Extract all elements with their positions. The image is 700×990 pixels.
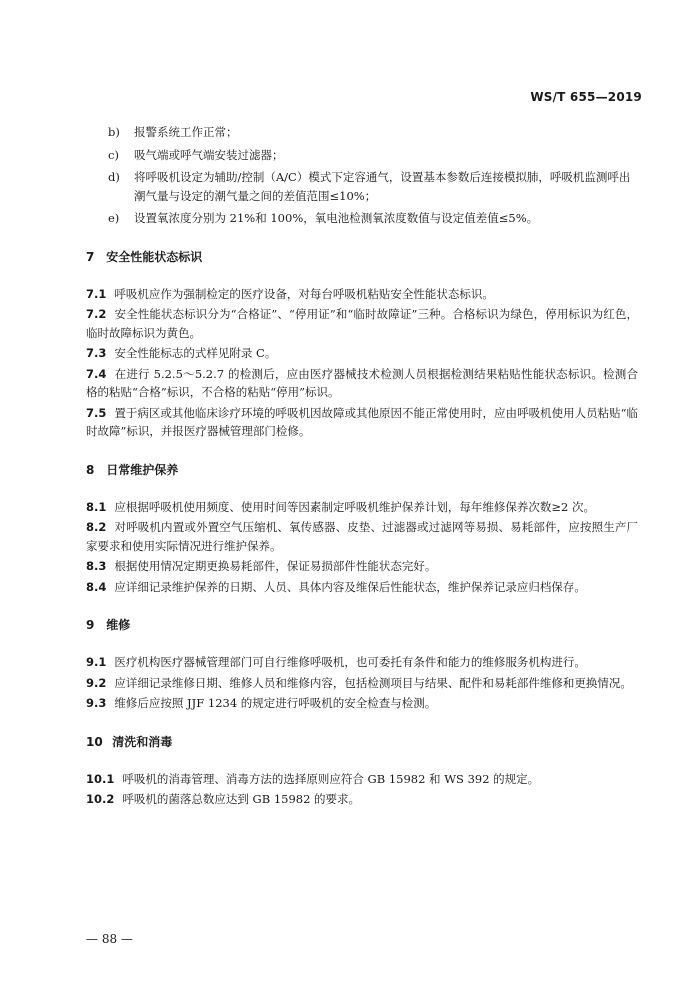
list-text: 报警系统工作正常； xyxy=(134,125,238,139)
clause-number: 7.2 xyxy=(86,307,107,321)
list-item xyxy=(86,146,638,165)
clause-text: 对呼吸机内置或外置空气压缩机、氧传感器、皮垫、过滤器或过滤网等易损、易耗部件，应按照生产厂家要求和使用实际情况进行维护保养。 xyxy=(86,520,638,553)
clause xyxy=(86,770,638,789)
list-marker: b) xyxy=(108,125,120,139)
clause-text: 医疗机构医疗器械管理部门可自行维修呼吸机，也可委托有条件和能力的维修服务机构进行。 xyxy=(114,655,586,669)
clause-number: 9.1 xyxy=(86,655,107,669)
section-10 xyxy=(86,733,638,809)
clause xyxy=(86,344,638,363)
clause-text: 安全性能标志的式样见附录 C。 xyxy=(114,346,277,360)
clause-text: 维修后应按照 JJF 1234 的规定进行呼吸机的安全检查与检测。 xyxy=(114,696,437,710)
clause xyxy=(86,365,638,402)
section-title: 清洗和消毒 xyxy=(112,734,173,749)
clause-text: 呼吸机应作为强制检定的医疗设备，对每台呼吸机粘贴安全性能状态标识。 xyxy=(114,286,494,301)
clause-text: 在进行 5.2.5～5.2.7 的检测后，应由医疗器械技术检测人员根据检测结果粘贴性能状态标识。检测合格的粘贴“合格”标识，不合格的粘贴“停用”标识。 xyxy=(86,366,638,399)
clause-number: 7.4 xyxy=(86,366,107,381)
clause-number: 8.1 xyxy=(86,499,107,514)
clause xyxy=(86,790,638,809)
section-title: 维修 xyxy=(106,618,131,632)
list-marker: e) xyxy=(108,211,120,225)
clause-number: 9.3 xyxy=(86,696,107,710)
list-text: 吸气端或呼气端安装过滤器； xyxy=(134,147,284,162)
list-item xyxy=(86,168,638,205)
clause-text: 应详细记录维护保养的日期、人员、具体内容及维保后性能状态，维护保养记录应归档保存。 xyxy=(114,579,586,594)
clause-text: 置于病区或其他临床诊疗环境的呼吸机因故障或其他原因不能正常使用时，应由呼吸机使用人员粘贴“临时故障”标识，并报医疗器械管理部门检修。 xyxy=(86,405,638,438)
section-8 xyxy=(86,461,638,597)
section-title: 安全性能状态标识 xyxy=(106,249,203,264)
list-text: 设置氧浓度分别为 21%和 100%，氧电池检测氧浓度数值与设定值差值≤5%。 xyxy=(134,211,539,225)
list-marker: c) xyxy=(108,147,119,162)
clause-text: 应详细记录维修日期、维修人员和维修内容，包括检测项目与结果、配件和易耗部件维修和更换情况。 xyxy=(114,675,632,690)
clause xyxy=(86,518,638,555)
section-number: 8 xyxy=(86,462,95,477)
section-heading xyxy=(86,733,638,750)
clause-number: 8.2 xyxy=(86,520,107,534)
clause xyxy=(86,404,638,441)
list-item xyxy=(86,209,638,228)
clause-number: 7.1 xyxy=(86,286,107,301)
clause-text: 呼吸机的消毒管理、消毒方法的选择原则应符合 GB 15982 和 WS 392 的规定。 xyxy=(122,771,540,786)
section-heading xyxy=(86,616,638,633)
standard-code: WS/T 655—2019 xyxy=(530,90,642,104)
section-number: 9 xyxy=(86,618,95,632)
section-heading xyxy=(86,461,638,478)
clause-text: 呼吸机的菌落总数应达到 GB 15982 的要求。 xyxy=(122,792,361,806)
clause xyxy=(86,557,638,576)
requirement-list xyxy=(86,123,638,228)
clause-number: 9.2 xyxy=(86,675,107,690)
section-number: 10 xyxy=(86,734,103,749)
list-text: 将呼吸机设定为辅助/控制（A/C）模式下定容通气，设置基本参数后连接模拟肺，呼吸机监测呼出潮气量与设定的潮气量之间的差值范围≤10%； xyxy=(134,170,631,203)
clause-number: 8.3 xyxy=(86,559,107,573)
clause-text: 根据使用情况定期更换易耗部件，保证易损部件性能状态完好。 xyxy=(114,559,437,573)
clause xyxy=(86,285,638,304)
section-9 xyxy=(86,616,638,713)
clause-number: 8.4 xyxy=(86,579,107,594)
clause xyxy=(86,578,638,597)
clause-number: 7.5 xyxy=(86,405,107,420)
section-heading xyxy=(86,248,638,265)
clause-number: 10.1 xyxy=(86,771,115,786)
clause xyxy=(86,674,638,693)
list-item xyxy=(86,123,638,142)
clause xyxy=(86,653,638,672)
document-body xyxy=(86,123,638,811)
clause xyxy=(86,305,638,342)
section-number: 7 xyxy=(86,249,95,264)
section-7 xyxy=(86,248,638,441)
clause xyxy=(86,694,638,713)
clause-text: 安全性能状态标识分为“合格证”、“停用证”和“临时故障证”三种。合格标识为绿色，停用标识为红色，临时故障标识为黄色。 xyxy=(86,307,638,340)
clause-number: 10.2 xyxy=(86,792,115,806)
list-marker: d) xyxy=(108,170,120,184)
section-title: 日常维护保养 xyxy=(106,462,179,477)
page-number: — 88 — xyxy=(86,932,133,946)
clause-text: 应根据呼吸机使用频度、使用时间等因素制定呼吸机维护保养计划，每年维修保养次数≥2 次。 xyxy=(114,499,595,514)
clause xyxy=(86,498,638,517)
clause-number: 7.3 xyxy=(86,346,107,360)
